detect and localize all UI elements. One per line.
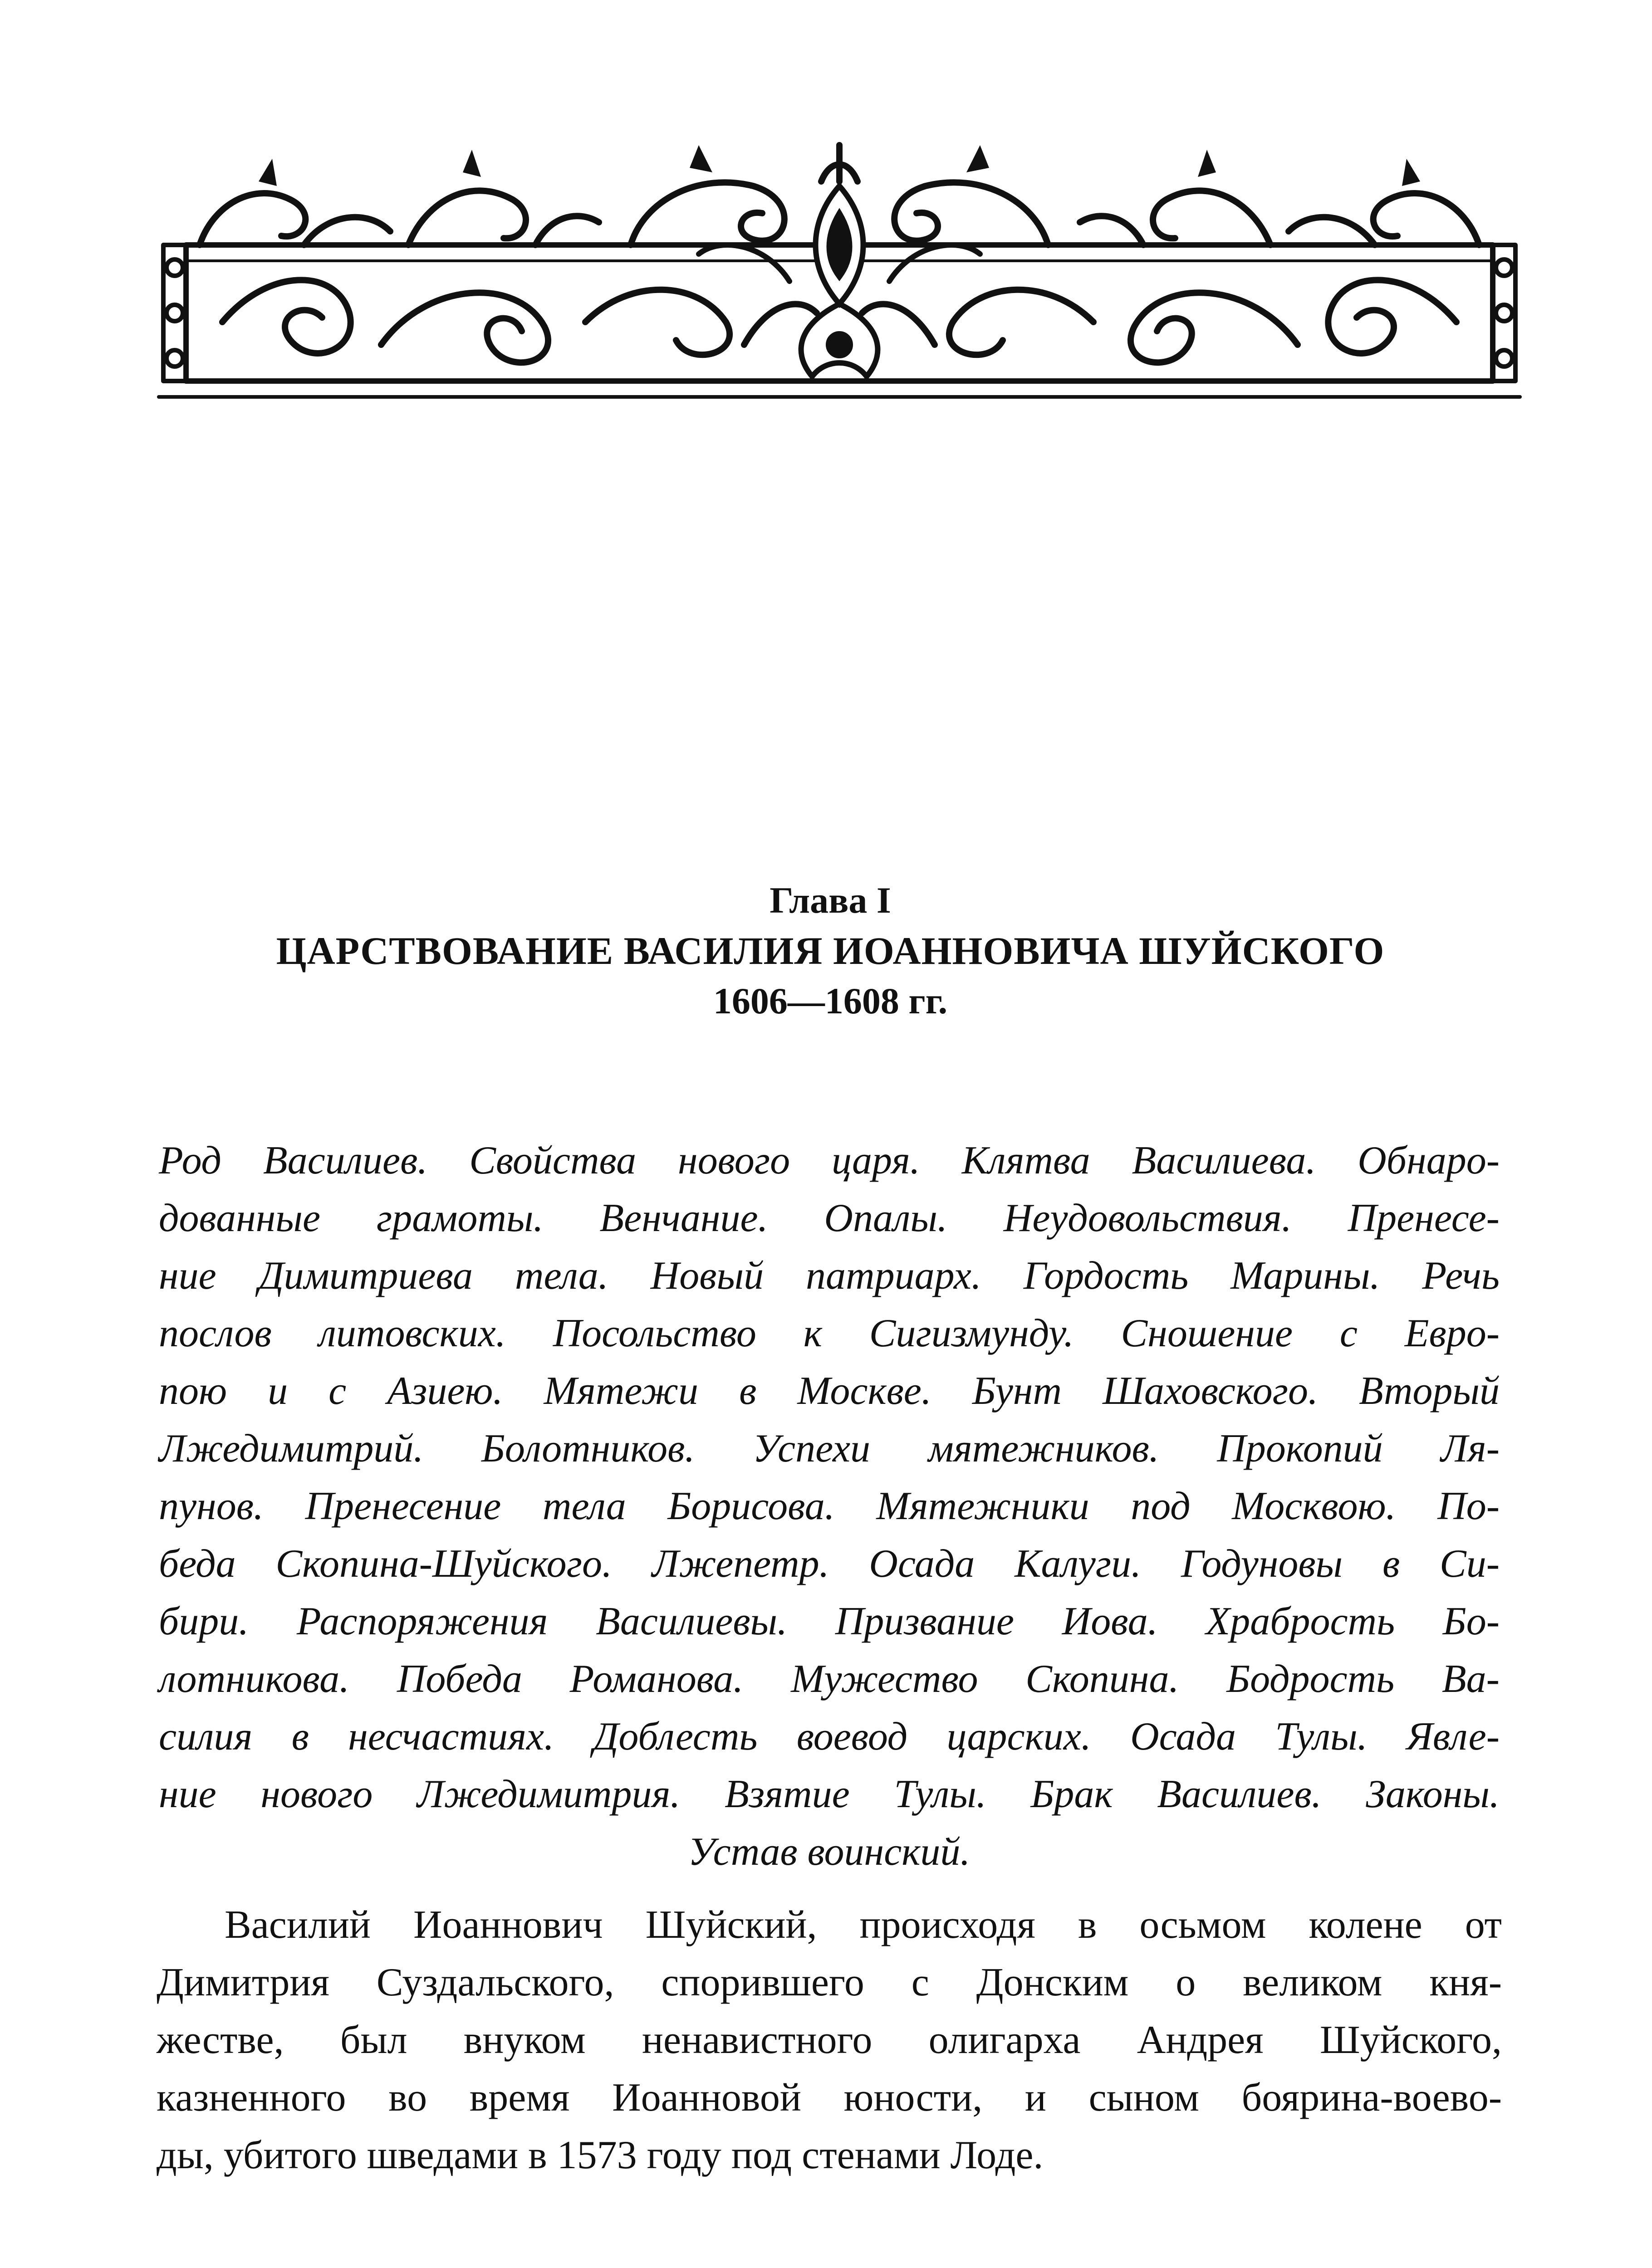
summary-line: силия в несчастиях. Доблесть воевод царских. Осада Тулы. Явле- bbox=[159, 1715, 1500, 1759]
chapter-summary bbox=[159, 1132, 1500, 1881]
floral-headpiece-ornament-icon bbox=[154, 132, 1525, 404]
summary-line: пою и с Азиею. Мятежи в Москве. Бунт Шаховского. Вторый bbox=[159, 1369, 1500, 1413]
summary-line: ние Димитриева тела. Новый патриарх. Гордость Марины. Речь bbox=[159, 1254, 1500, 1298]
chapter-heading bbox=[154, 875, 1506, 1026]
summary-line: ние нового Лжедимитрия. Взятие Тулы. Брак Василиев. Законы. bbox=[159, 1772, 1500, 1816]
paragraph-line: казненного во время Иоанновой юности, и сыном боярина-воево- bbox=[157, 2076, 1502, 2120]
chapter-years: 1606—1608 гг. bbox=[713, 980, 948, 1022]
summary-line: лотникова. Победа Романова. Мужество Скопина. Бодрость Ва- bbox=[159, 1657, 1500, 1701]
summary-line: Лжедимитрий. Болотников. Успехи мятежников. Прокопий Ля- bbox=[159, 1427, 1500, 1471]
summary-line: Устав воинский. bbox=[688, 1830, 971, 1874]
summary-line: дованные грамоты. Венчание. Опалы. Неудовольствия. Пренесе- bbox=[159, 1196, 1500, 1240]
paragraph-line: жестве, был внуком ненавистного олигарха Андрея Шуйского, bbox=[157, 2018, 1502, 2062]
summary-line: беда Скопина-Шуйского. Лжепетр. Осада Калуги. Годуновы в Си- bbox=[159, 1542, 1500, 1586]
body-paragraph bbox=[157, 1896, 1502, 2184]
summary-line: послов литовских. Посольство к Сигизмунду. Сношение с Евро- bbox=[159, 1311, 1500, 1355]
paragraph-line: Василий Иоаннович Шуйский, происходя в осьмом колене от bbox=[225, 1903, 1502, 1947]
chapter-title: ЦАРСТВОВАНИЕ ВАСИЛИЯ ИОАННОВИЧА ШУЙСКОГО bbox=[276, 929, 1385, 973]
summary-line: Род Василиев. Свойства нового царя. Клятва Василиева. Обнаро- bbox=[159, 1139, 1500, 1183]
summary-line: пунов. Пренесение тела Борисова. Мятежники под Москвою. По- bbox=[159, 1484, 1500, 1528]
paragraph-line: Димитрия Суздальского, спорившего с Донским о великом кня- bbox=[157, 1960, 1502, 2004]
summary-line: бири. Распоряжения Василиевы. Призвание Иова. Храбрость Бо- bbox=[159, 1599, 1500, 1643]
paragraph-line: ды, убитого шведами в 1573 году под стенами Лоде. bbox=[157, 2133, 1044, 2177]
chapter-number: Глава I bbox=[770, 880, 891, 921]
